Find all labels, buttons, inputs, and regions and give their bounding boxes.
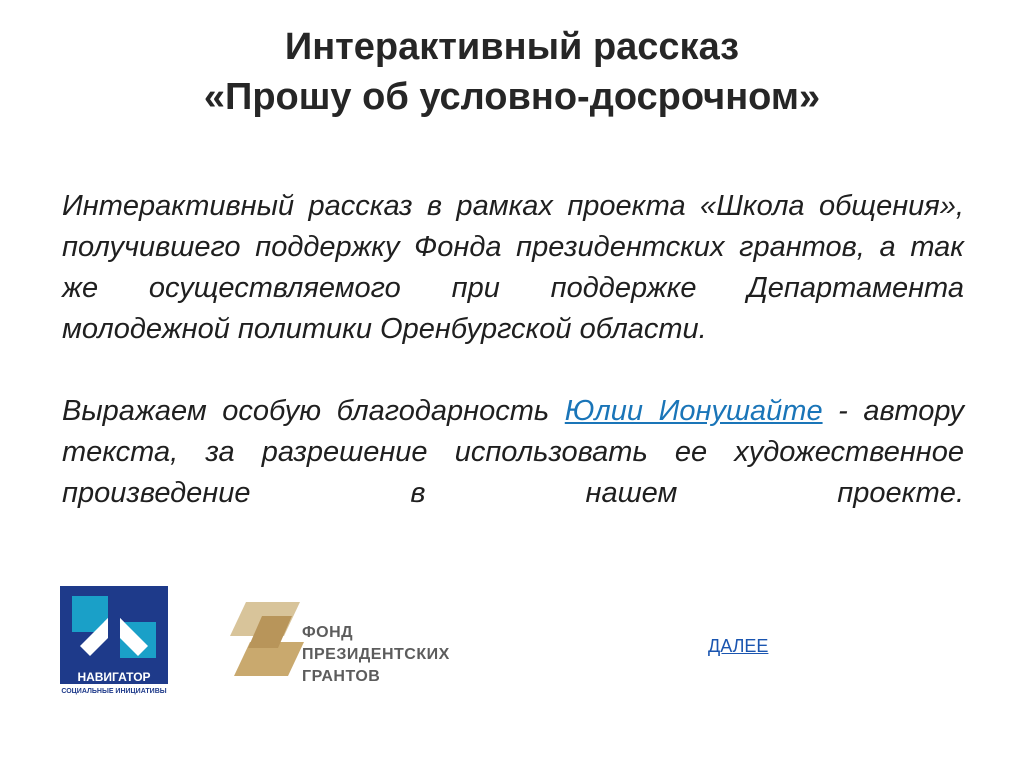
body-text xyxy=(62,186,964,555)
thanks-text-after: - автору текста, за разрешение использовать ее художественное произведение в нашем проекте. xyxy=(62,395,964,509)
fond-line-1: ФОНД xyxy=(302,624,354,641)
page-title xyxy=(0,22,1024,122)
fond-logo-text xyxy=(302,622,450,688)
navigator-name: НАВИГАТОР xyxy=(60,668,168,684)
author-link[interactable]: Юлии Ионушайте xyxy=(564,395,823,427)
paragraph-thanks xyxy=(62,391,964,514)
title-line-2: «Прошу об условно-досрочном» xyxy=(203,76,821,118)
navigator-subtitle: СОЦИАЛЬНЫЕ ИНИЦИАТИВЫ xyxy=(61,688,167,695)
paragraph-project: Интерактивный рассказ в рамках проекта «Школа общения», получившего поддержку Фонда президентских грантов, а так же осуществляемого при поддержке Департамента молодежной политики Оренбургской области. xyxy=(62,190,964,345)
thanks-text-before: Выражаем особую благодарность xyxy=(62,395,565,427)
title-line-1: Интерактивный рассказ xyxy=(284,26,740,68)
fond-line-3: ГРАНТОВ xyxy=(302,668,381,685)
fond-line-2: ПРЕЗИДЕНТСКИХ xyxy=(302,646,450,663)
next-link[interactable]: ДАЛЕЕ xyxy=(708,636,769,656)
